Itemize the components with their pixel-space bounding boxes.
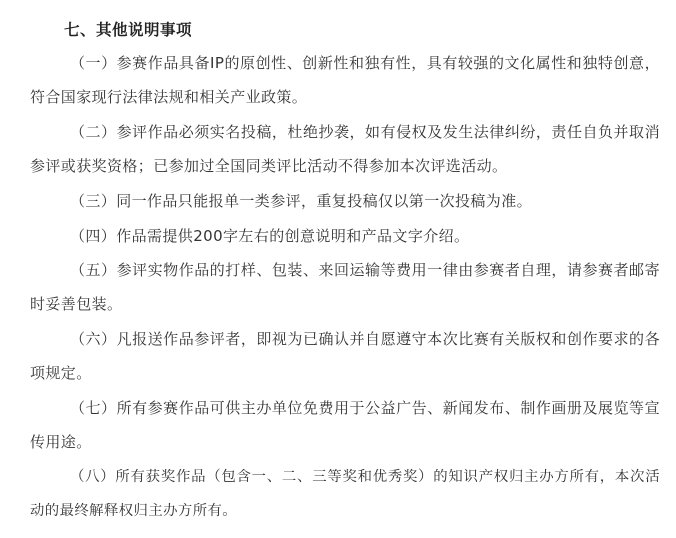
clause-7: （七）所有参赛作品可供主办单位免费用于公益广告、新闻发布、制作画册及展览等宣传用途。 xyxy=(30,399,660,451)
clause-3: （三）同一作品只能报单一类参评，重复投稿仅以第一次投稿为准。 xyxy=(70,192,533,210)
clause-8: （八）所有获奖作品（包含一、二、三等奖和优秀奖）的知识产权归主办方所有，本次活动的最终解释权归主办方所有。 xyxy=(30,469,660,519)
section-heading: 七、其他说明事项 xyxy=(64,21,193,39)
clause-4: （四）作品需提供200字左右的创意说明和产品文字介绍。 xyxy=(70,227,470,245)
clause-1: （一）参赛作品具备IP的原创性、创新性和独有性，具有较强的文化属性和独特创意，符合国家现行法律法规和相关产业政策。 xyxy=(30,54,660,106)
clause-5: （五）参评实物作品的打样、包装、来回运输等费用一律由参赛者自理，请参赛者邮寄时妥善包装。 xyxy=(30,261,660,313)
clause-6: （六）凡报送作品参评者，即视为已确认并自愿遵守本次比赛有关版权和创作要求的各项规定。 xyxy=(30,330,660,382)
clause-2: （二）参评作品必须实名投稿，杜绝抄袭，如有侵权及发生法律纠纷，责任自负并取消参评或获奖资格；已参加过全国同类评比活动不得参加本次评选活动。 xyxy=(30,123,660,175)
